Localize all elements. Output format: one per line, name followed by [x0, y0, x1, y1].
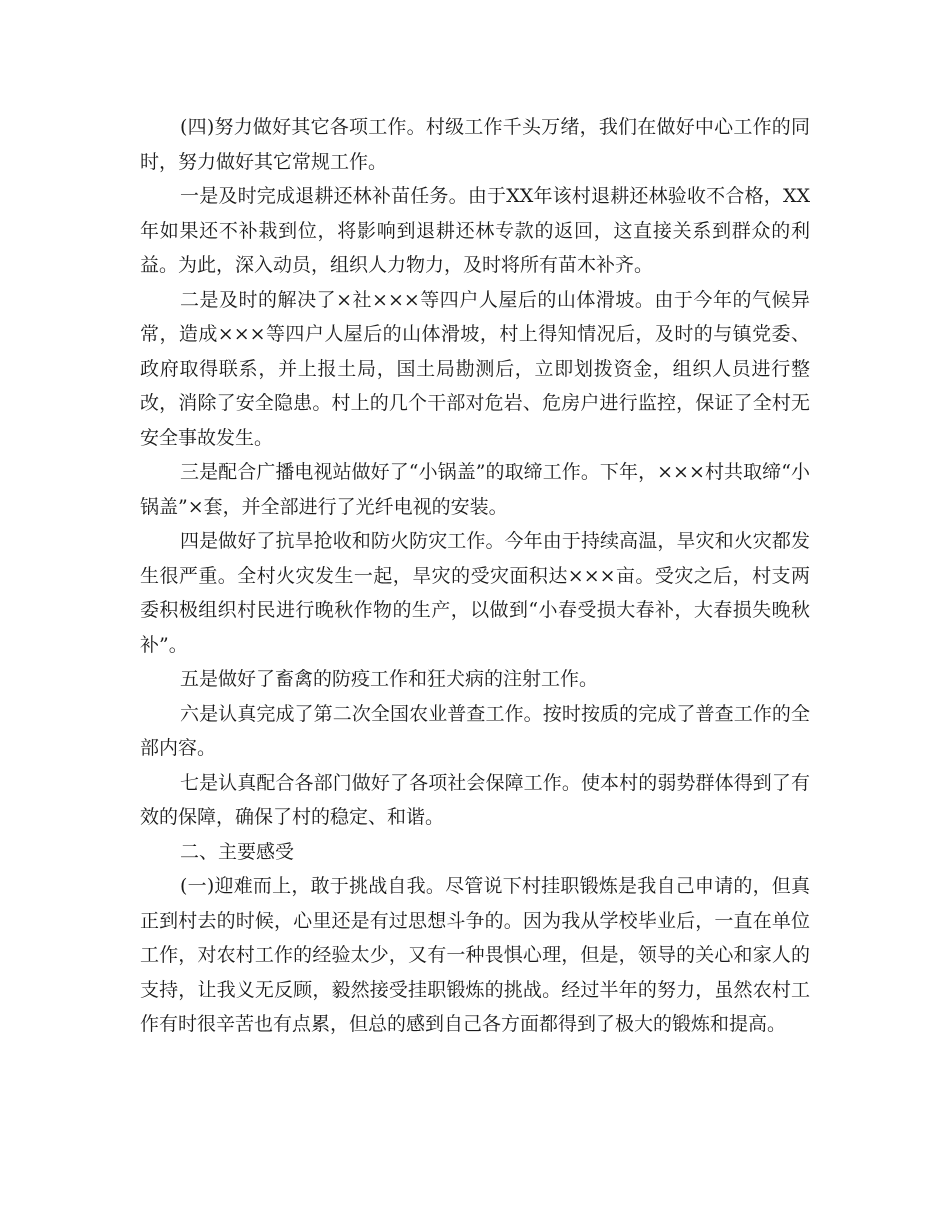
paragraph-landslide: 二是及时的解决了×社×××等四户人屋后的山体滑坡。由于今年的气候异常，造成×××等四户人屋后的山体滑坡，村上得知情况后，及时的与镇党委、政府取得联系，并上报土局，国土局勘测后，立即划拨资金，组织人员进行整改，消除了安全隐患。村上的几个干部对危岩、危房户进行监控，保证了全村无安全事故发生。	[140, 288, 810, 449]
paragraph-drought-fire: 四是做好了抗旱抢收和防火防灾工作。今年由于持续高温，旱灾和火灾都发生很严重。全村火灾发生一起，旱灾的受灾面积达×××亩。受灾之后，村支两委积极组织村民进行晚秋作物的生产，以做到“小春受损大春补，大春损失晚秋补”。	[140, 530, 810, 656]
section-heading-main-feelings: 二、主要感受	[180, 840, 295, 863]
document-body	[140, 110, 810, 1042]
paragraph-social-security: 七是认真配合各部门做好了各项社会保障工作。使本村的弱势群体得到了有效的保障，确保了村的稳定、和谐。	[140, 771, 810, 828]
paragraph-other-work: (四)努力做好其它各项工作。村级工作千头万绪，我们在做好中心工作的同时，努力做好其它常规工作。	[140, 116, 810, 173]
paragraph-agri-census: 六是认真完成了第二次全国农业普查工作。按时按质的完成了普查工作的全部内容。	[140, 702, 810, 759]
paragraph-reforestation: 一是及时完成退耕还林补苗任务。由于XX年该村退耕还林验收不合格，XX年如果还不补栽到位，将影响到退耕还林专款的返回，这直接关系到群众的利益。为此，深入动员，组织人力物力，及时将所有苗木补齐。	[140, 185, 810, 276]
paragraph-challenge-self: (一)迎难而上，敢于挑战自我。尽管说下村挂职锻炼是我自己申请的，但真正到村去的时候，心里还是有过思想斗争的。因为我从学校毕业后，一直在单位工作，对农村工作的经验太少，又有一种畏惧心理，但是，领导的关心和家人的支持，让我义无反顾，毅然接受挂职锻炼的挑战。经过半年的努力，虽然农村工作有时很辛苦也有点累，但总的感到自己各方面都得到了极大的锻炼和提高。	[140, 875, 810, 1035]
paragraph-epidemic-prevention: 五是做好了畜禽的防疫工作和狂犬病的注射工作。	[180, 668, 599, 690]
paragraph-satellite-dish: 三是配合广播电视站做好了“小锅盖”的取缔工作。下年，×××村共取缔“小锅盖”×套，并全部进行了光纤电视的安装。	[140, 461, 810, 518]
